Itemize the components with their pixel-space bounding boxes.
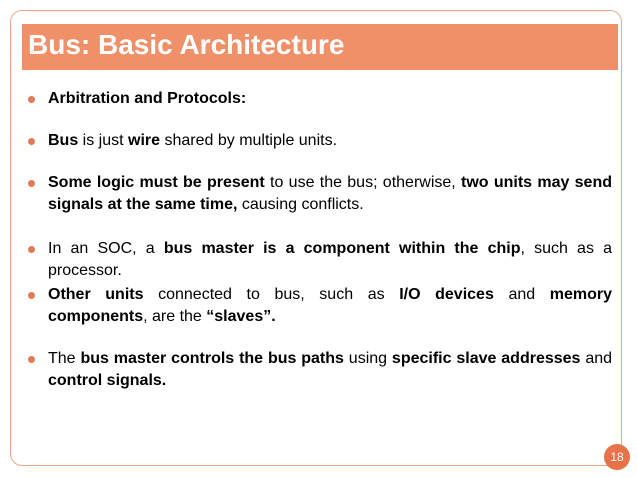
text-segment: and bbox=[493, 286, 550, 303]
slide-title: Bus: Basic Architecture bbox=[28, 29, 345, 60]
title-bar bbox=[22, 24, 618, 70]
text-segment: to use the bus; otherwise, bbox=[264, 174, 462, 191]
text-segment: The bbox=[48, 350, 81, 367]
bold-text-segment: Other units bbox=[48, 286, 144, 303]
bold-text-segment: “slaves”. bbox=[206, 308, 276, 325]
bullet-dot-icon bbox=[28, 180, 35, 187]
bullet-item bbox=[22, 284, 612, 328]
text-segment: using bbox=[343, 350, 392, 367]
text-segment: is just bbox=[78, 132, 129, 149]
bold-text-segment: Some logic must be present bbox=[48, 174, 265, 191]
bullet-dot-icon bbox=[28, 356, 35, 363]
bullet-item bbox=[22, 238, 612, 282]
bullet-item bbox=[22, 88, 612, 110]
bullet-list bbox=[22, 88, 612, 392]
page-number-badge: 18 bbox=[604, 444, 630, 470]
bold-text-segment: memory components bbox=[48, 286, 612, 325]
bullet-dot-icon bbox=[28, 292, 35, 299]
bullet-dot-icon bbox=[28, 96, 35, 103]
text-segment: connected to bus, such as bbox=[143, 286, 400, 303]
text-segment: In an SOC, a bbox=[48, 240, 164, 257]
text-segment: , such as a processor. bbox=[48, 240, 613, 279]
bold-text-segment: control signals. bbox=[48, 372, 167, 389]
bullet-text bbox=[48, 90, 246, 107]
bullet-dot-icon bbox=[28, 138, 35, 145]
text-segment: causing conflicts. bbox=[237, 196, 364, 213]
bold-text-segment: two units may send signals at the same time, bbox=[48, 174, 613, 213]
bold-text-segment: wire bbox=[128, 132, 161, 149]
bold-text-segment: Arbitration and Protocols: bbox=[48, 90, 247, 107]
bullet-item bbox=[22, 348, 612, 392]
bullet-item bbox=[22, 130, 612, 152]
bold-text-segment: specific slave addresses bbox=[391, 350, 581, 367]
text-segment: shared by multiple units. bbox=[160, 132, 338, 149]
bullet-text bbox=[48, 174, 612, 213]
bold-text-segment: bus master controls the bus paths bbox=[80, 350, 344, 367]
bullet-text bbox=[48, 286, 612, 325]
text-segment: and bbox=[580, 350, 613, 367]
text-segment: , are the bbox=[143, 308, 207, 325]
bold-text-segment: Bus bbox=[48, 132, 79, 149]
bullet-text bbox=[48, 350, 612, 389]
bullet-text bbox=[48, 132, 337, 149]
bullet-text bbox=[48, 240, 612, 279]
bullet-item bbox=[22, 172, 612, 216]
bold-text-segment: bus master is a component within the chip bbox=[163, 240, 521, 257]
bullet-dot-icon bbox=[28, 246, 35, 253]
bold-text-segment: I/O devices bbox=[399, 286, 494, 303]
